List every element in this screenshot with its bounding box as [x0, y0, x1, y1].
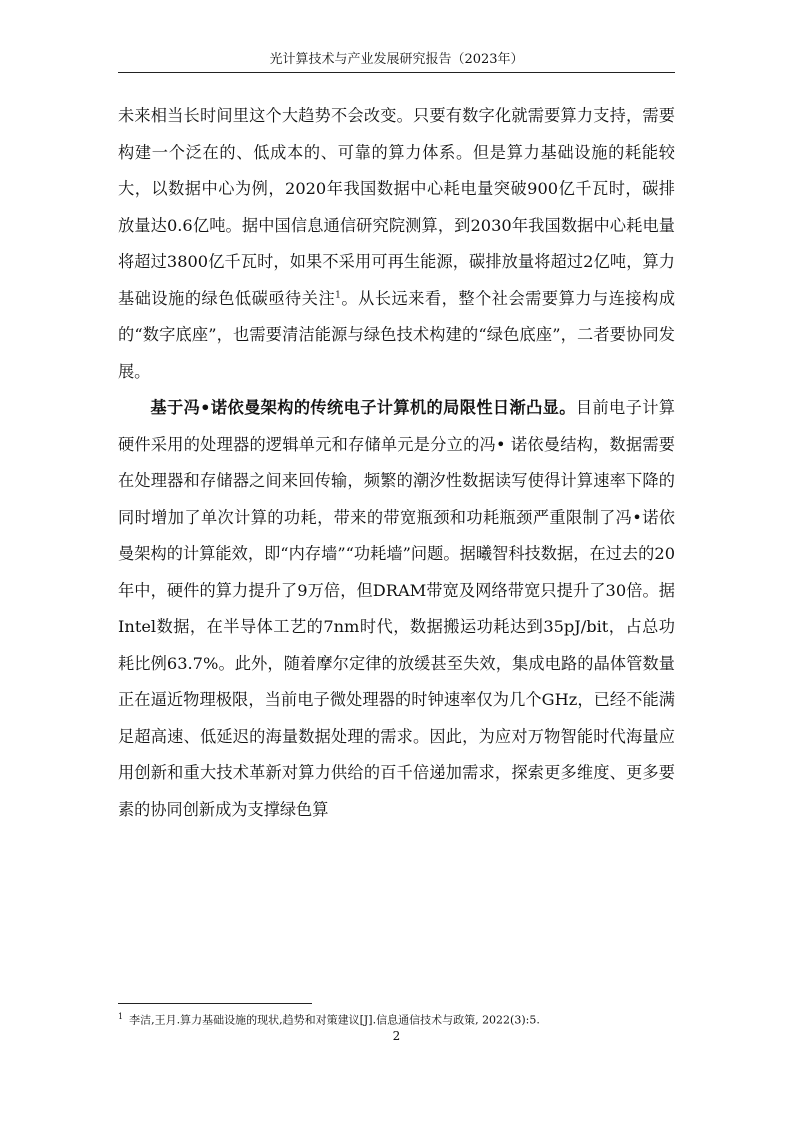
header-title: 光计算技术与产业发展研究报告（2023年） — [269, 52, 524, 67]
paragraph-1-text-a: 未来相当长时间里这个大趋势不会改变。只要有数字化就需要算力支持，需要构建一个泛在的、低成本的、可靠的算力体系。但是算力基础设施的耗能较大，以数据中心为例，2020年我国数据中心耗电量突破900亿千瓦时，碳排放量达0.6亿吨。据中国信息通信研究院测算，到2030年我国数据中心耗电量将超过3800亿千瓦时，如果不采用可再生能源，碳排放量将超过2亿吨，算力基础设施的绿色低碳亟待关注 — [118, 106, 675, 308]
paragraph-1-text-b: 。从长远来看，整个社会需要算力与连接构成的“数字底座”，也需要清洁能源与绿色技术构建的“绿色底座”，二者要协同发展。 — [118, 288, 676, 381]
footnote-text: 李洁,王月.算力基础设施的现状,趋势和对策建议[J].信息通信技术与政策, 2022(3):5. — [129, 1013, 540, 1027]
footnote-reference[interactable]: 1 — [335, 290, 341, 301]
footnote-divider — [118, 1003, 312, 1004]
footnote-mark: 1 — [118, 1012, 124, 1021]
footnote — [118, 1009, 675, 1029]
paragraph-2-text: 目前电子计算硬件采用的处理器的逻辑单元和存储单元是分立的冯• 诺依曼结构，数据需要在处理器和存储器之间来回传输，频繁的潮汐性数据读写使得计算速率下降的同时增加了单次计算的功耗，带来的带宽瓶颈和功耗瓶颈严重限制了冯•诺依曼架构的计算能效，即“内存墙”“功耗墙”问题。据曦智科技数据，在过去的20年中，硬件的算力提升了9万倍，但DRAM带宽及网络带宽只提升了30倍。据Intel数据，在半导体工艺的7nm时代，数据搬运功耗达到35pJ/bit，占总功耗比例63.7%。此外，随着摩尔定律的放缓甚至失效，集成电路的晶体管数量正在逼近物理极限，当前电子微处理器的时钟速率仅为几个GHz，已经不能满足超高速、低延迟的海量数据处理的需求。因此，为应对万物智能时代海量应用创新和重大技术革新对算力供给的百千倍递加需求，探索更多维度、更多要素的协同创新成为支撑绿色算 — [118, 398, 675, 819]
body-text — [118, 98, 675, 828]
page-number: 2 — [392, 1029, 401, 1043]
paragraph-1 — [118, 98, 675, 390]
running-header — [118, 50, 675, 73]
paragraph-2-heading: 基于冯•诺依曼架构的传统电子计算机的局限性日渐凸显。 — [150, 398, 576, 417]
paragraph-2 — [118, 390, 675, 828]
